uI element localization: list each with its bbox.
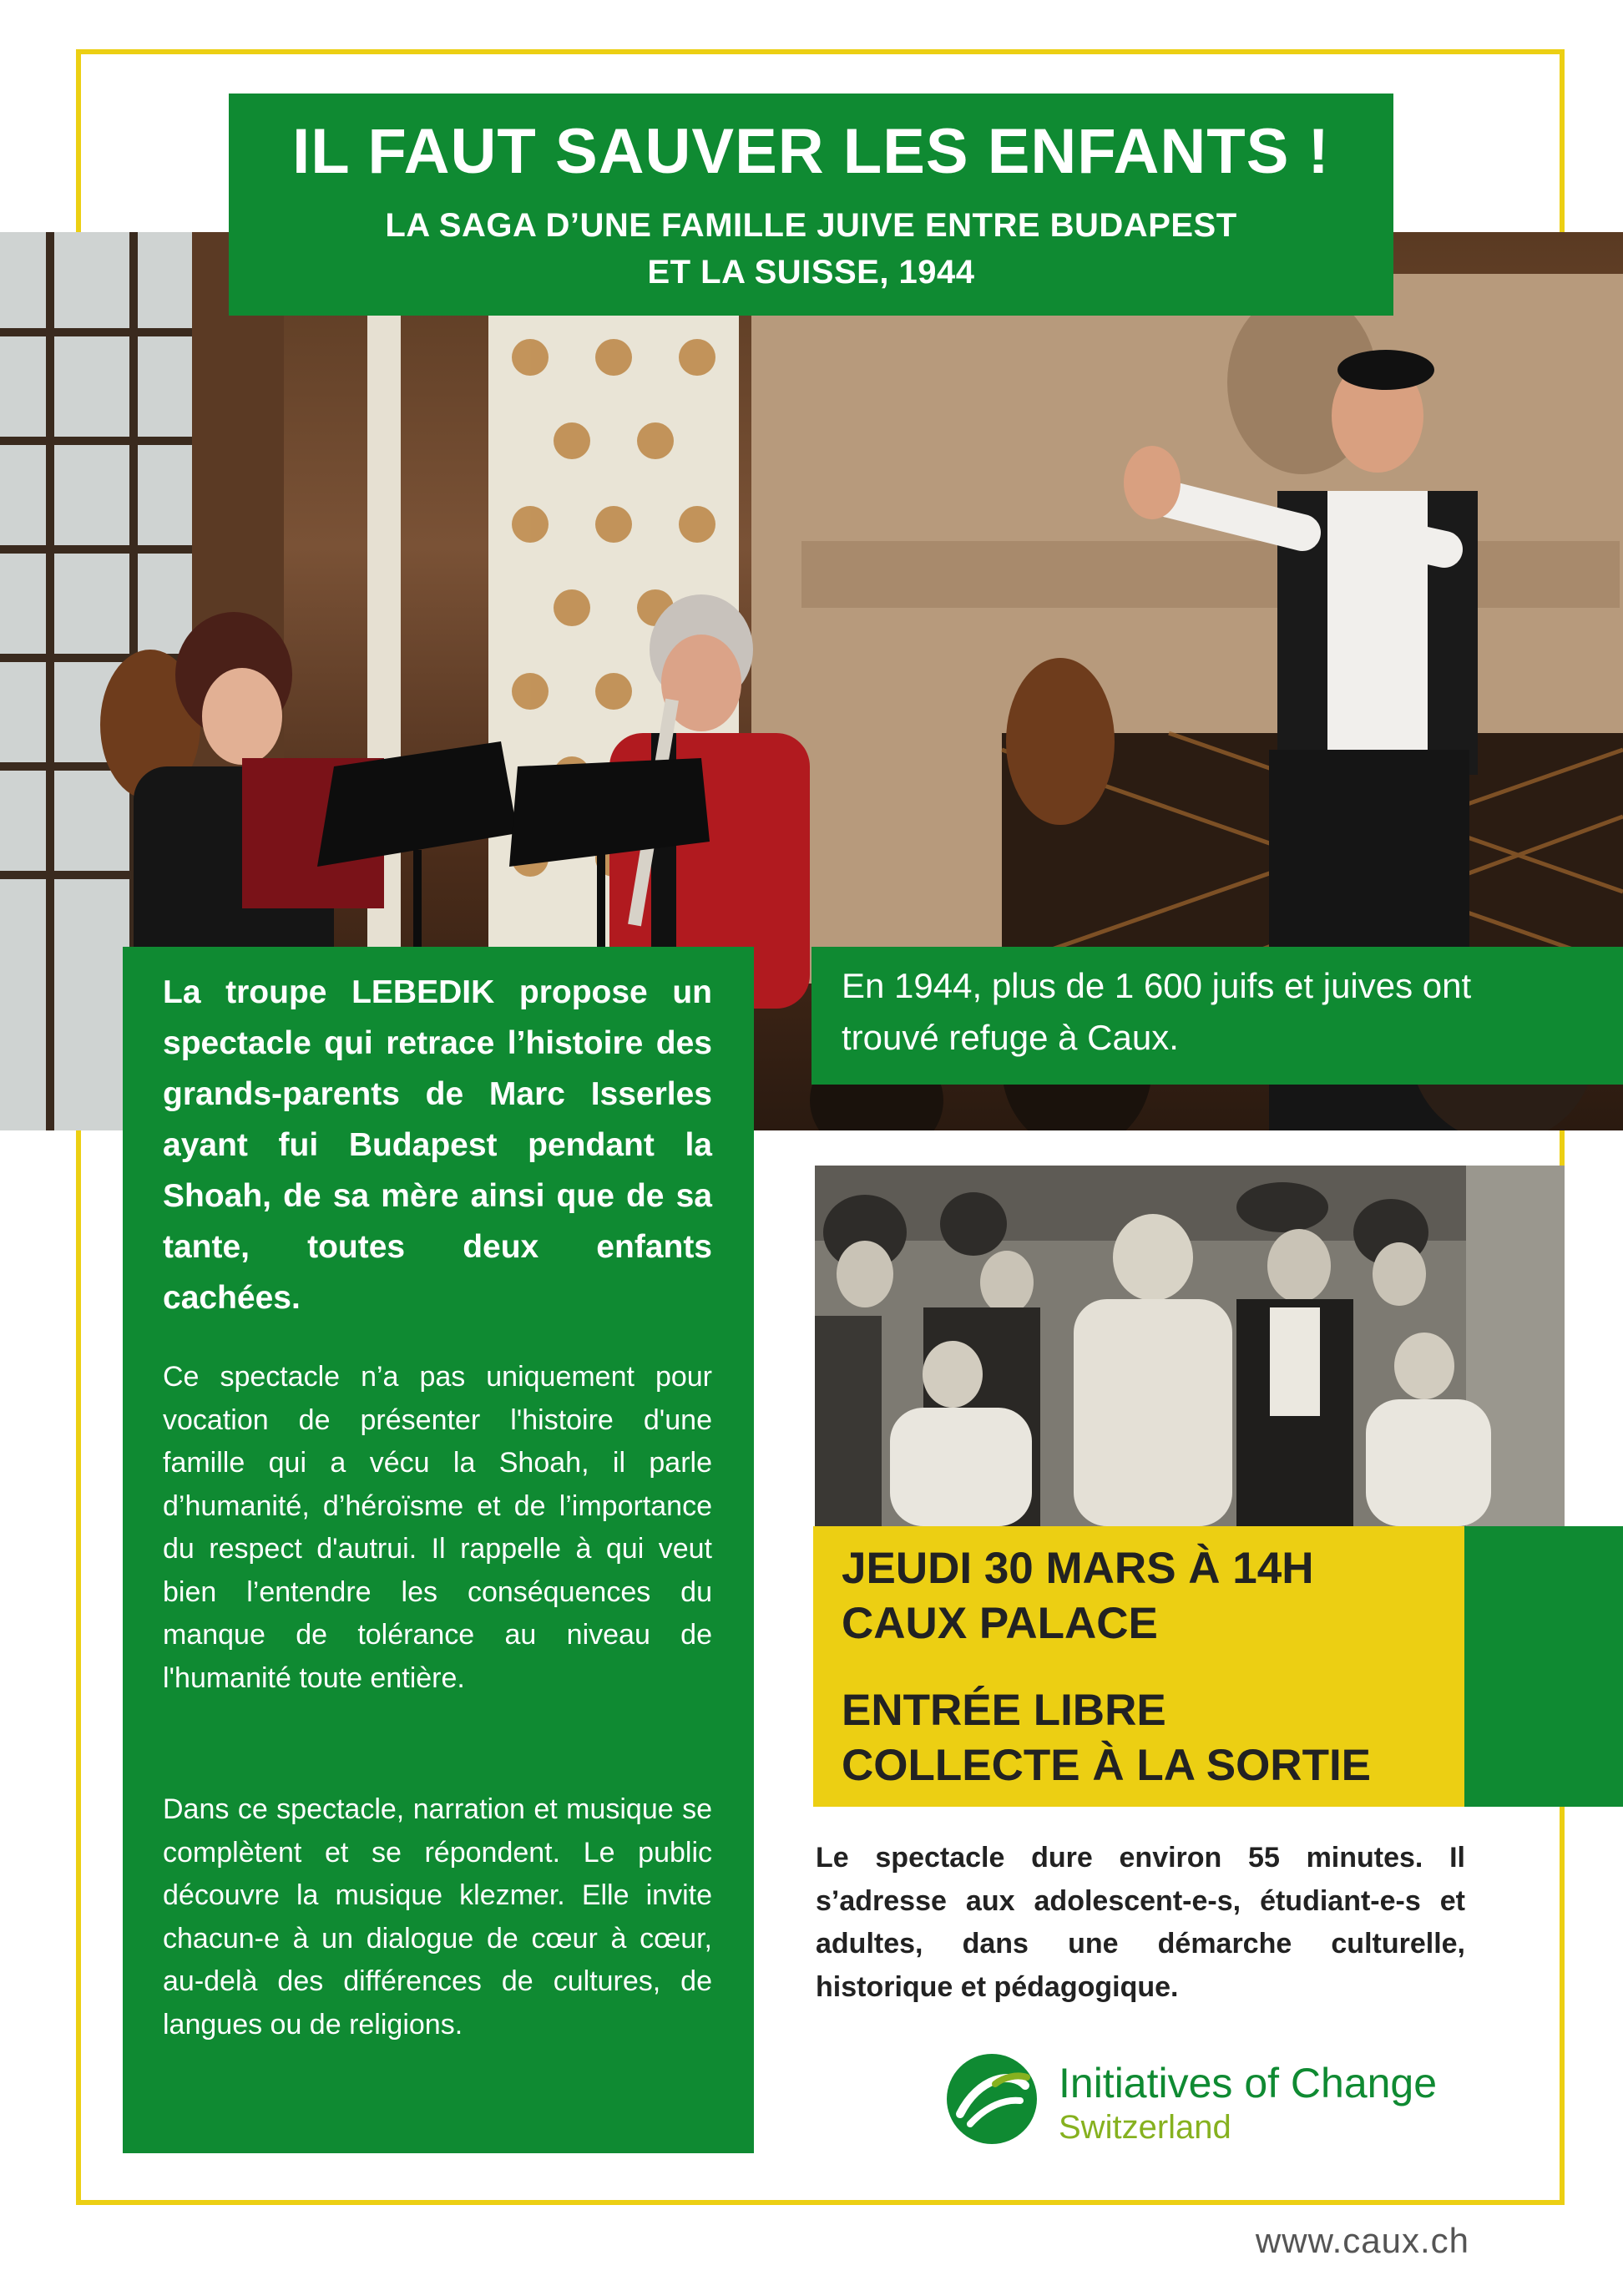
intro-text: La troupe LEBEDIK propose un spectacle qui retrace l’histoire des grands-parents de Marc Isserles ayant fui Budapest pendant la Shoah, de sa mère ainsi que de sa tante, toutes deux enfants cachées. [163, 974, 712, 1316]
title-banner [229, 94, 1393, 316]
iofc-logo [945, 2052, 1479, 2161]
subtitle-line-2: ET LA SUISSE, 1944 [647, 254, 975, 291]
event-venue: CAUX PALACE [842, 1599, 1158, 1648]
description-paragraph-2: Dans ce spectacle, narration et musique se complètent et se répondent. Le public découvre la musique klezmer. Elle invite chacun-e à un dialogue de cœur à cœur, au-delà des différences de cultures, de langues ou de religions. [163, 1793, 712, 2041]
duration-text: Le spectacle dure environ 55 minutes. Il s’adresse aux adolescent-e-s, étudiant-e-s et adultes, dans une démarche culturelle, historique et pédagogique. [816, 1842, 1465, 2003]
page-subtitle [229, 202, 1393, 296]
description-paragraph-1: Ce spectacle n’a pas uniquement pour vocation de présenter l'histoire d'une famille qui a vécu la Shoah, il parle d’humanité, d’héroïsme et de l’importance du respect d'autrui. Il rappelle à qui veut bien l’entendre les conséquences du manque de tolérance au niveau de l'humanité toute entière. [163, 1361, 712, 1694]
event-entry: ENTRÉE LIBRE [842, 1686, 1166, 1735]
iofc-logo-icon [945, 2052, 1039, 2146]
refuge-text: En 1944, plus de 1 600 juifs et juives ont trouvé refuge à Caux. [842, 966, 1472, 1057]
refuge-callout [812, 947, 1623, 1085]
event-info-box [813, 1526, 1464, 1807]
subtitle-line-1: LA SAGA D’UNE FAMILLE JUIVE ENTRE BUDAPEST [385, 207, 1237, 244]
archive-wedding-photo [815, 1166, 1565, 1526]
green-accent-block [1464, 1526, 1623, 1807]
logo-name: Initiatives of Change [1059, 2060, 1438, 2106]
event-date-time: JEUDI 30 MARS À 14H [842, 1544, 1314, 1593]
logo-subtitle: Switzerland [1059, 2109, 1231, 2146]
website-link[interactable]: www.caux.ch [1255, 2221, 1469, 2260]
page-title: IL FAUT SAUVER LES ENFANTS ! [292, 116, 1330, 187]
event-collection: COLLECTE À LA SORTIE [842, 1741, 1372, 1790]
description-column [123, 947, 754, 2153]
